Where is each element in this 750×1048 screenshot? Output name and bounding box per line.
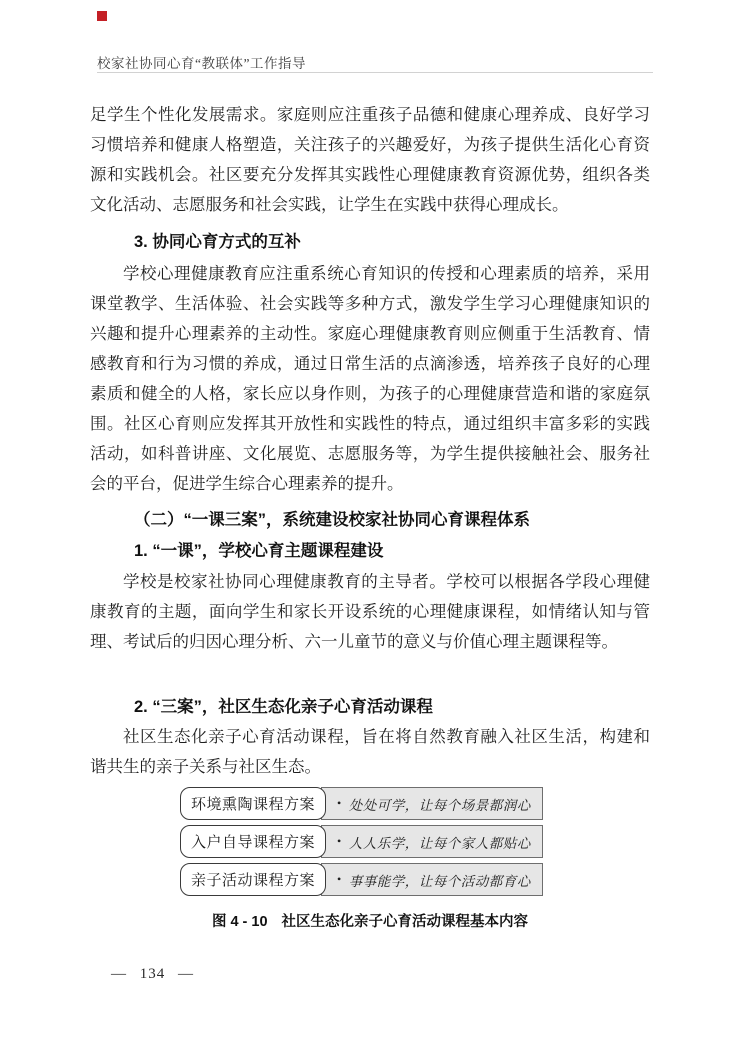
- paragraph-school-course: 学校是校家社协同心理健康教育的主导者。学校可以根据各学段心理健康教育的主题，面向学生和家长开设系统的心理健康课程，如情绪认知与管理、考试后的归因心理分析、六一儿童节的意义与价值心理主题课程等。: [90, 572, 650, 651]
- figure-desc-box: [321, 825, 543, 858]
- paragraph-community-course: 社区生态化亲子心育活动课程，旨在将自然教育融入社区生活，构建和谐共生的亲子关系与社区生态。: [90, 727, 650, 776]
- header-ornament-square: [97, 11, 107, 21]
- figure-plan-box: 环境熏陶课程方案: [180, 787, 326, 820]
- figure-caption: [90, 910, 650, 931]
- figure-desc-text: 人人乐学，让每个家人都贴心: [348, 835, 531, 851]
- bullet-icon: •: [337, 796, 342, 810]
- figure-desc-box: [321, 787, 543, 820]
- figure-desc-text: 处处可学，让每个场景都润心: [348, 797, 531, 813]
- figure-desc-box: [321, 863, 543, 896]
- bullet-icon: •: [337, 834, 342, 848]
- bullet-icon: •: [337, 872, 342, 886]
- running-head-title: 校家社协同心育“教联体”工作指导: [97, 56, 306, 71]
- page-number: — 134 —: [111, 966, 194, 982]
- sub-heading-three-plans: 2. “三案”，社区生态化亲子心育活动课程: [134, 698, 433, 716]
- figure-caption-text: 社区生态化亲子心育活动课程基本内容: [281, 914, 529, 930]
- heading-item-3: 3. 协同心育方式的互补: [134, 233, 301, 251]
- figure-desc-text: 事事能学，让每个活动都育心: [348, 873, 531, 889]
- figure-plan-box: 入户自导课程方案: [180, 825, 326, 858]
- figure-caption-number: 图 4 - 10: [211, 914, 268, 930]
- paragraph-complementarity: 学校心理健康教育应注重系统心育知识的传授和心理素质的培养，采用课堂教学、生活体验、社会实践等多种方式，激发学生学习心理健康知识的兴趣和提升心理素养的主动性。家庭心理健康教育则应侧重于生活教育、情感教育和行为习惯的养成，通过日常生活的点滴渗透，培养孩子良好的心理素质和健全的人格，家长应以身作则，为孩子的心理健康营造和谐的家庭氛围。社区心育则应发挥其开放性和实践性的特点，通过组织丰富多彩的实践活动，如科普讲座、文化展览、志愿服务等，为学生提供接触社会、服务社会的平台，促进学生综合心理素养的提升。: [90, 264, 650, 493]
- figure-4-10-diagram: [180, 787, 543, 896]
- section-heading-two: （二）“一课三案”，系统建设校家社协同心育课程体系: [134, 511, 530, 529]
- figure-plan-box: 亲子活动课程方案: [180, 863, 326, 896]
- sub-heading-one-course: 1. “一课”，学校心育主题课程建设: [134, 542, 384, 560]
- figure-row: [180, 787, 543, 820]
- paragraph-continuation: 足学生个性化发展需求。家庭则应注重孩子品德和健康心理养成、良好学习习惯培养和健康人格塑造，关注孩子的兴趣爱好，为孩子提供生活化心育资源和实践机会。社区要充分发挥其实践性心理健康教育资源优势，组织各类文化活动、志愿服务和社会实践，让学生在实践中获得心理成长。: [90, 105, 650, 214]
- figure-row: [180, 863, 543, 896]
- header-rule: [97, 72, 653, 73]
- figure-row: [180, 825, 543, 858]
